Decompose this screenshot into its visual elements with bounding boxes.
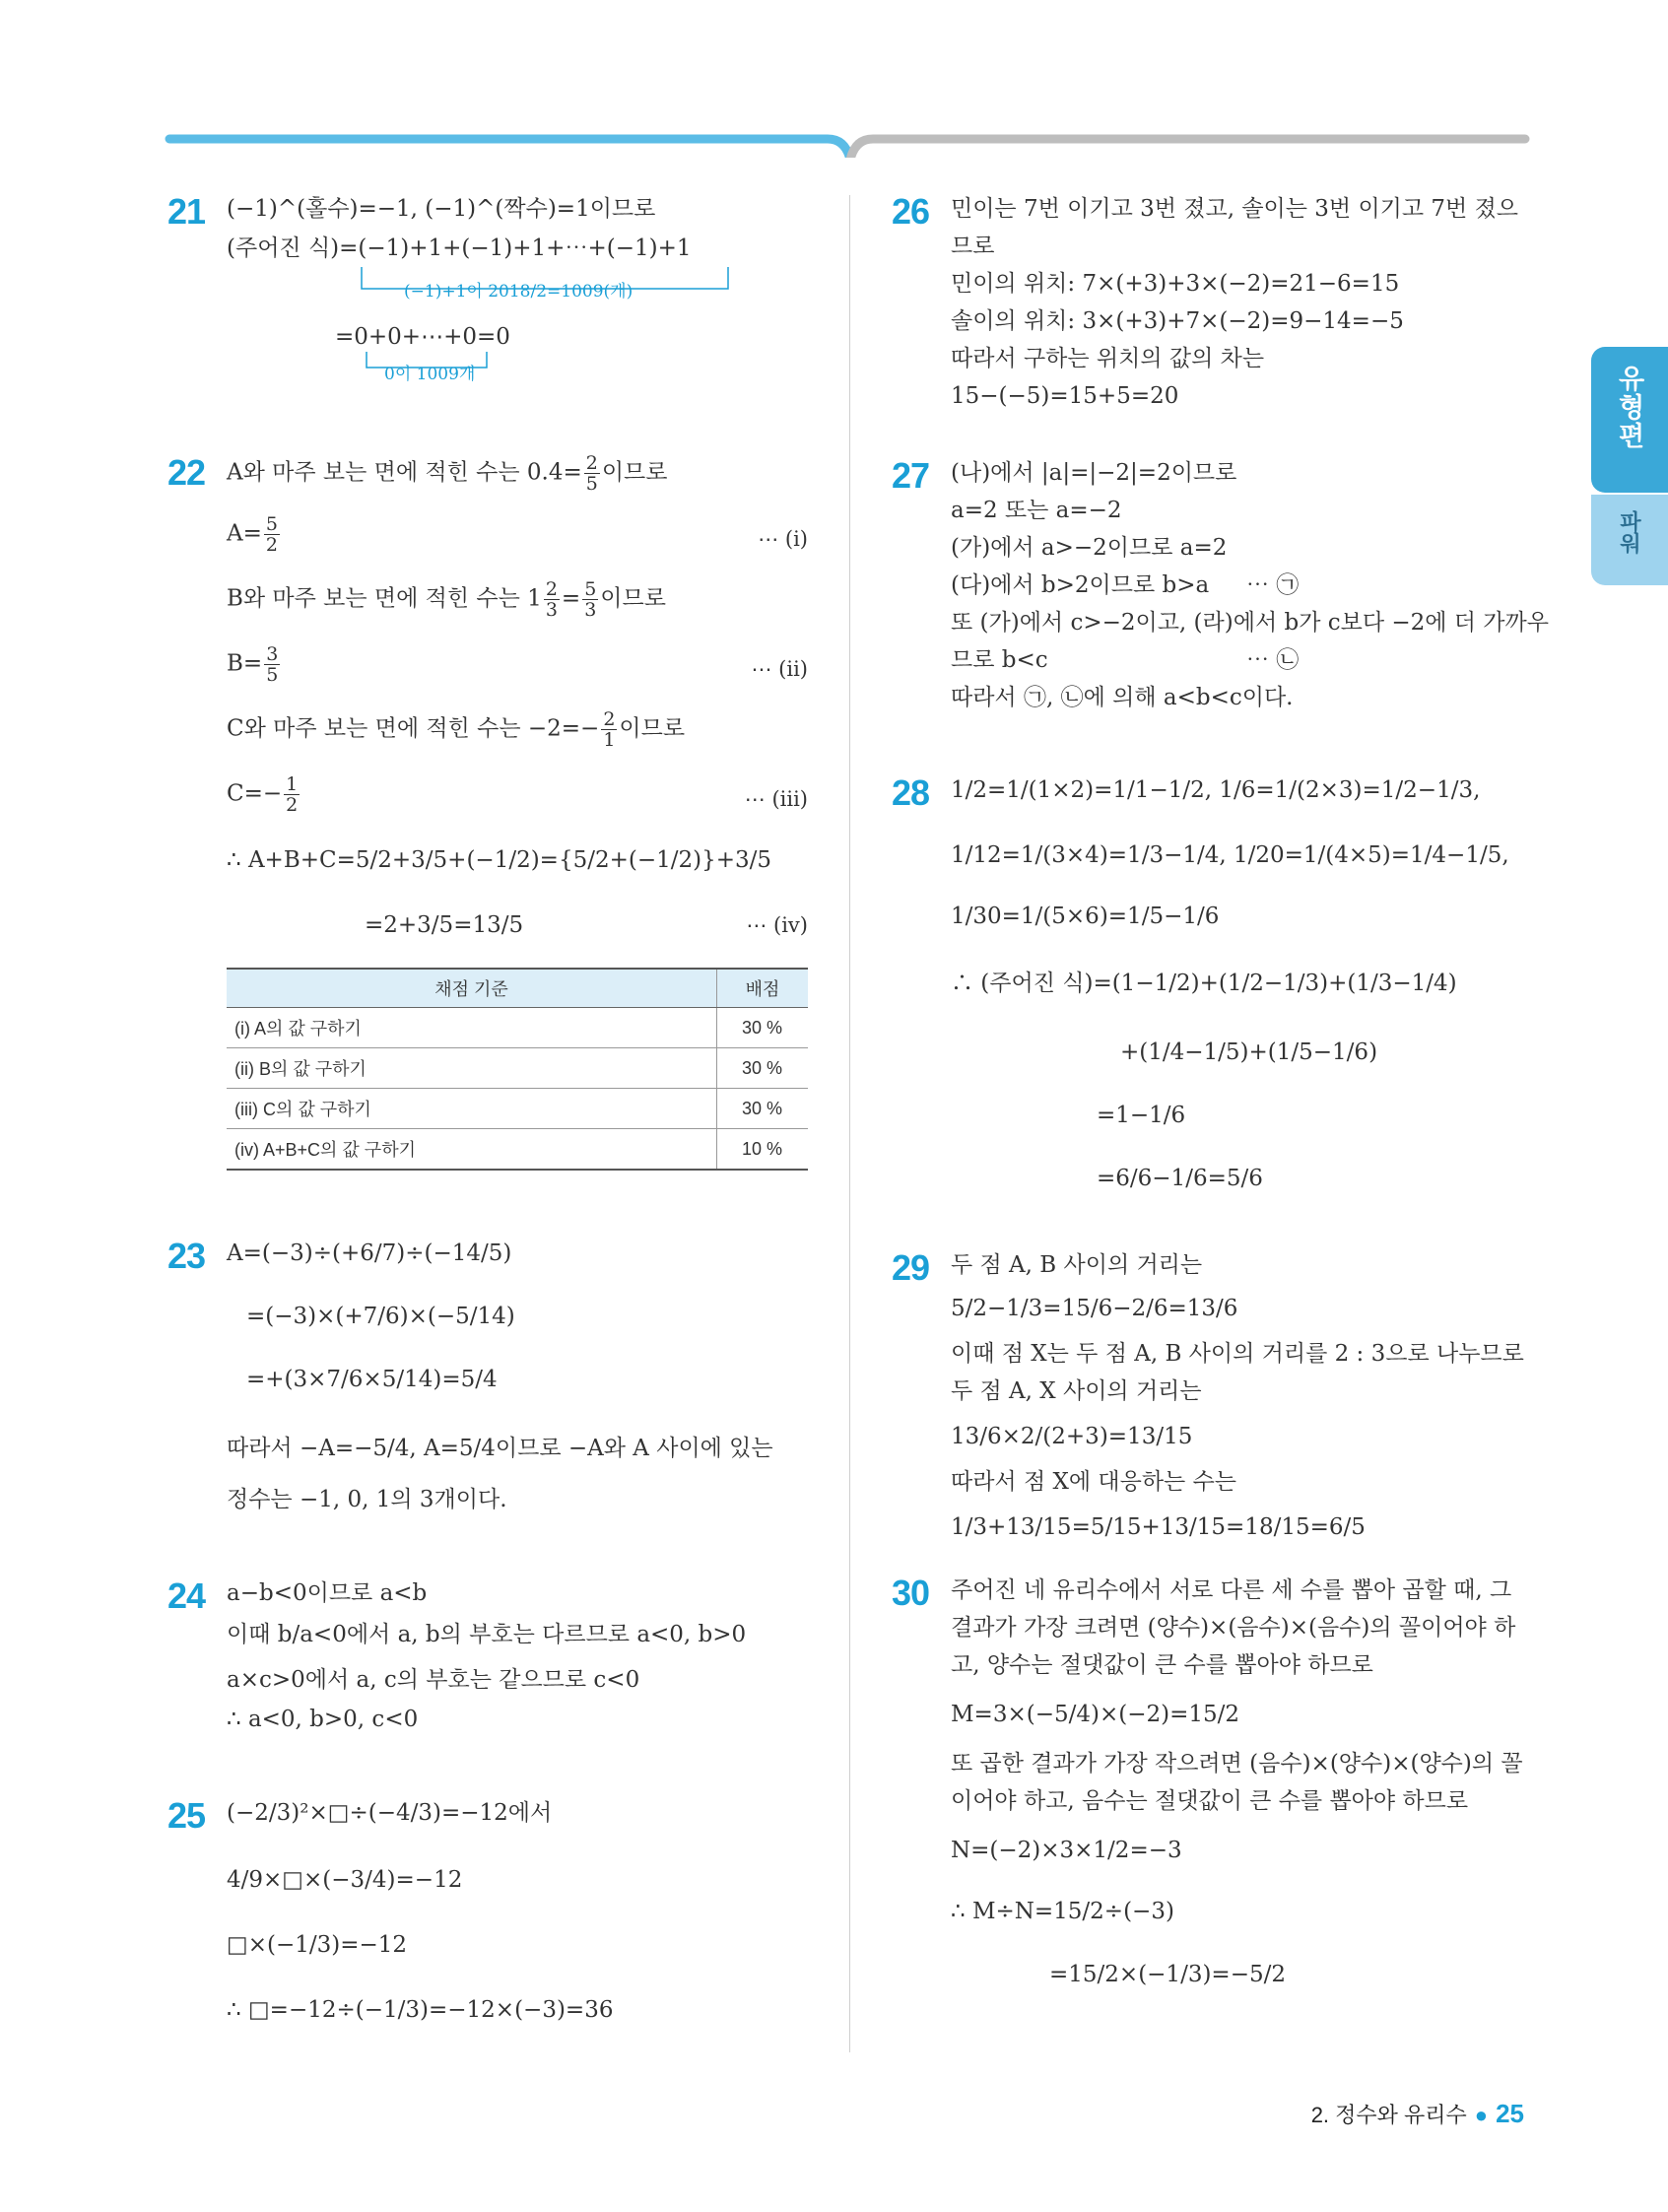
- text: 이므로: [619, 715, 686, 742]
- denominator: 2: [286, 794, 299, 816]
- solution-line: =6/6−1/6=5/6: [1097, 1166, 1263, 1191]
- chapter-title: 2. 정수와 유리수: [1310, 2103, 1467, 2127]
- solution-line: 따라서 −A=−5/4, A=5/4이므로 −A와 A 사이에 있는: [227, 1436, 773, 1461]
- step-marker: ⋯ ㉡: [1246, 647, 1300, 673]
- solution-line: 1/3+13/15=5/15+13/15=18/15=6/5: [951, 1514, 1366, 1540]
- solution-line: A=(−3)÷(+6/7)÷(−14/5): [227, 1240, 512, 1266]
- solution-line: (−1)^(홀수)=−1, (−1)^(짝수)=1이므로: [227, 196, 656, 222]
- problem-23: [167, 1237, 808, 1532]
- step-marker: ⋯ (iv): [746, 913, 808, 937]
- solution-line: [227, 644, 282, 685]
- side-tab-primary-label: 유형편: [1614, 365, 1644, 450]
- bullet-icon: ●: [1474, 2103, 1489, 2127]
- step-marker: ⋯ (ii): [751, 657, 808, 681]
- numerator: 3: [266, 643, 279, 665]
- numerator: 2: [585, 452, 598, 474]
- solution-line: [227, 579, 666, 620]
- problem-25: [167, 1796, 808, 2062]
- solution-line: 따라서 점 X에 대응하는 수는: [951, 1469, 1237, 1495]
- fraction: [584, 453, 600, 494]
- solution-line: =(−3)×(+7/6)×(−5/14): [246, 1304, 515, 1329]
- denominator: 1: [603, 729, 616, 751]
- problem-21: [167, 192, 808, 409]
- solution-line: +(1/4−1/5)+(1/5−1/6): [1120, 1039, 1378, 1065]
- numerator: 5: [584, 578, 597, 600]
- solution-line: 4/9×□×(−3/4)=−12: [227, 1867, 463, 1893]
- problem-24: [167, 1576, 808, 1754]
- solution-line: N=(−2)×3×1/2=−3: [951, 1838, 1182, 1863]
- fraction: [264, 644, 280, 685]
- brace-note: (−1)+1이 2018/2=1009(개): [404, 282, 634, 302]
- solution-line: 1/12=1/(3×4)=1/3−1/4, 1/20=1/(4×5)=1/4−1/5,: [951, 842, 1509, 868]
- solution-line: 이어야 하고, 음수는 절댓값이 큰 수를 뽑아야 하므로: [951, 1788, 1469, 1814]
- table-cell: 30 %: [717, 1089, 809, 1129]
- problem-22: [167, 453, 808, 1192]
- problem-number: 21: [167, 191, 206, 232]
- solution-line: [227, 514, 282, 555]
- solution-line: =1−1/6: [1097, 1103, 1186, 1128]
- solution-line: ∴ (주어진 식)=(1−1/2)+(1/2−1/3)+(1/3−1/4): [951, 971, 1457, 996]
- solution-line: =0+0+⋯+0=0: [335, 324, 510, 350]
- text: C와 마주 보는 면에 적힌 수는 −2=−: [227, 715, 600, 742]
- table-cell: 10 %: [717, 1129, 809, 1171]
- solution-line: (나)에서 |a|=|−2|=2이므로: [951, 460, 1237, 486]
- problem-number: 22: [167, 452, 206, 493]
- solution-line: 따라서 구하는 위치의 값의 차는: [951, 346, 1265, 371]
- solution-line: 주어진 네 유리수에서 서로 다른 세 수를 뽑아 곱할 때, 그: [951, 1577, 1512, 1603]
- solution-line: 두 점 A, B 사이의 거리는: [951, 1252, 1203, 1278]
- solution-line: 결과가 가장 크려면 (양수)×(음수)×(음수)의 꼴이어야 하: [951, 1615, 1516, 1641]
- problem-number: 30: [892, 1573, 930, 1613]
- column-divider: [849, 195, 850, 2052]
- text: B=: [227, 650, 263, 677]
- problem-27: [892, 455, 1549, 722]
- text: C=−: [227, 780, 283, 807]
- side-tab-secondary[interactable]: [1591, 495, 1668, 585]
- text: A와 마주 보는 면에 적힌 수는 0.4=: [227, 459, 582, 486]
- denominator: 5: [585, 473, 598, 495]
- table-row: [227, 1048, 808, 1089]
- solution-line: 15−(−5)=15+5=20: [951, 383, 1179, 409]
- step-marker: ⋯ ㉠: [1246, 572, 1300, 598]
- solution-line: 이때 b/a<0에서 a, b의 부호는 다르므로 a<0, b>0: [227, 1622, 747, 1647]
- table-header: 배점: [717, 969, 809, 1008]
- solution-line: a−b<0이므로 a<b: [227, 1580, 428, 1606]
- problem-29: [892, 1248, 1532, 1544]
- fraction: [601, 709, 617, 750]
- table-cell: 30 %: [717, 1008, 809, 1048]
- solution-line: 고, 양수는 절댓값이 큰 수를 뽑아야 하므로: [951, 1652, 1373, 1678]
- solution-line: 두 점 A, X 사이의 거리는: [951, 1378, 1202, 1404]
- solution-line: 이때 점 X는 두 점 A, B 사이의 거리를 2 : 3으로 나누므로: [951, 1341, 1524, 1367]
- problem-30: [892, 1574, 1532, 2066]
- solution-line: 또 (가)에서 c>−2이고, (라)에서 b가 c보다 −2에 더 가까우: [951, 610, 1549, 636]
- denominator: 3: [584, 599, 597, 621]
- solution-line: 므로 b<c: [951, 647, 1048, 673]
- solution-line: 5/2−1/3=15/6−2/6=13/6: [951, 1296, 1238, 1321]
- scoring-table: [227, 968, 808, 1171]
- solution-line: 므로: [951, 234, 995, 259]
- numerator: 2: [603, 708, 616, 730]
- text: B와 마주 보는 면에 적힌 수는 1: [227, 585, 542, 612]
- table-row: [227, 1089, 808, 1129]
- solution-line: a=2 또는 a=−2: [951, 498, 1122, 523]
- problem-26: [892, 192, 1532, 419]
- solution-line: [227, 774, 301, 815]
- solution-line: ∴ M÷N=15/2÷(−3): [951, 1899, 1174, 1924]
- fraction: [264, 514, 280, 555]
- table-cell: (i) A의 값 구하기: [227, 1008, 717, 1048]
- brace-note: 0이 1009개: [384, 365, 476, 384]
- solution-line: ∴ A+B+C=5/2+3/5+(−1/2)={5/2+(−1/2)}+3/5: [227, 847, 772, 873]
- solution-line: 13/6×2/(2+3)=13/15: [951, 1424, 1193, 1449]
- solution-line: 민이의 위치: 7×(+3)+3×(−2)=21−6=15: [951, 271, 1400, 297]
- solution-line: [227, 453, 667, 494]
- solution-line: ∴ a<0, b>0, c<0: [227, 1707, 419, 1732]
- table-cell: (ii) B의 값 구하기: [227, 1048, 717, 1089]
- header-bar: [0, 0, 1668, 158]
- solution-line: (가)에서 a>−2이므로 a=2: [951, 535, 1228, 561]
- solution-line: (−2/3)²×□÷(−4/3)=−12에서: [227, 1800, 553, 1826]
- header-bar-right: [850, 139, 1525, 158]
- solution-line: 1/30=1/(5×6)=1/5−1/6: [951, 904, 1220, 929]
- header-bar-left: [169, 139, 850, 158]
- table-cell: (iii) C의 값 구하기: [227, 1089, 717, 1129]
- step-marker: ⋯ (i): [758, 527, 808, 551]
- table-row: [227, 1129, 808, 1171]
- solution-line: 민이는 7번 이기고 3번 졌고, 솔이는 3번 이기고 7번 졌으: [951, 196, 1519, 222]
- table-header-row: [227, 969, 808, 1008]
- solution-line: 정수는 −1, 0, 1의 3개이다.: [227, 1487, 507, 1512]
- problem-28: [892, 773, 1532, 1207]
- problem-number: 27: [892, 455, 930, 496]
- solution-line: =2+3/5=13/5: [365, 912, 524, 938]
- text: =: [561, 585, 581, 612]
- solution-line: [227, 709, 685, 750]
- solution-line: □×(−1/3)=−12: [227, 1932, 408, 1958]
- fraction: [284, 774, 300, 815]
- solution-line: 솔이의 위치: 3×(+3)+7×(−2)=9−14=−5: [951, 308, 1404, 334]
- problem-number: 24: [167, 1575, 206, 1616]
- table-cell: (iv) A+B+C의 값 구하기: [227, 1129, 717, 1171]
- numerator: 1: [286, 773, 299, 795]
- problem-number: 26: [892, 191, 930, 232]
- solution-line: =+(3×7/6×5/14)=5/4: [246, 1367, 498, 1392]
- side-tab-secondary-label: 파워: [1617, 510, 1642, 554]
- denominator: 2: [265, 534, 278, 556]
- page-number: 25: [1496, 2099, 1524, 2128]
- denominator: 5: [266, 664, 279, 686]
- denominator: 3: [545, 599, 558, 621]
- table-header: 채점 기준: [227, 969, 717, 1008]
- text: 이므로: [600, 585, 666, 612]
- problem-number: 28: [892, 772, 930, 813]
- problem-number: 29: [892, 1247, 930, 1288]
- solution-line: a×c>0에서 a, c의 부호는 같으므로 c<0: [227, 1667, 640, 1693]
- solution-line: (주어진 식)=(−1)+1+(−1)+1+⋯+(−1)+1: [227, 235, 692, 261]
- step-marker: ⋯ (iii): [744, 787, 808, 811]
- fraction: [582, 579, 598, 620]
- fraction: [544, 579, 560, 620]
- solution-line: M=3×(−5/4)×(−2)=15/2: [951, 1702, 1240, 1727]
- solution-line: 1/2=1/(1×2)=1/1−1/2, 1/6=1/(2×3)=1/2−1/3,: [951, 777, 1481, 803]
- page-footer: [1311, 2099, 1524, 2129]
- solution-line: (다)에서 b>2이므로 b>a: [951, 572, 1210, 598]
- table-row: [227, 1008, 808, 1048]
- numerator: 5: [265, 513, 278, 535]
- text: 이므로: [601, 459, 668, 486]
- solution-line: 따라서 ㉠, ㉡에 의해 a<b<c이다.: [951, 685, 1294, 710]
- side-tab-primary[interactable]: [1591, 347, 1668, 493]
- problem-number: 25: [167, 1795, 206, 1836]
- text: A=: [227, 520, 262, 547]
- solution-line: 또 곱한 결과가 가장 작으려면 (음수)×(양수)×(양수)의 꼴: [951, 1751, 1523, 1776]
- solution-line: ∴ □=−12÷(−1/3)=−12×(−3)=36: [227, 1997, 614, 2023]
- table-cell: 30 %: [717, 1048, 809, 1089]
- numerator: 2: [545, 578, 558, 600]
- problem-number: 23: [167, 1236, 206, 1276]
- solution-line: =15/2×(−1/3)=−5/2: [1049, 1962, 1286, 1987]
